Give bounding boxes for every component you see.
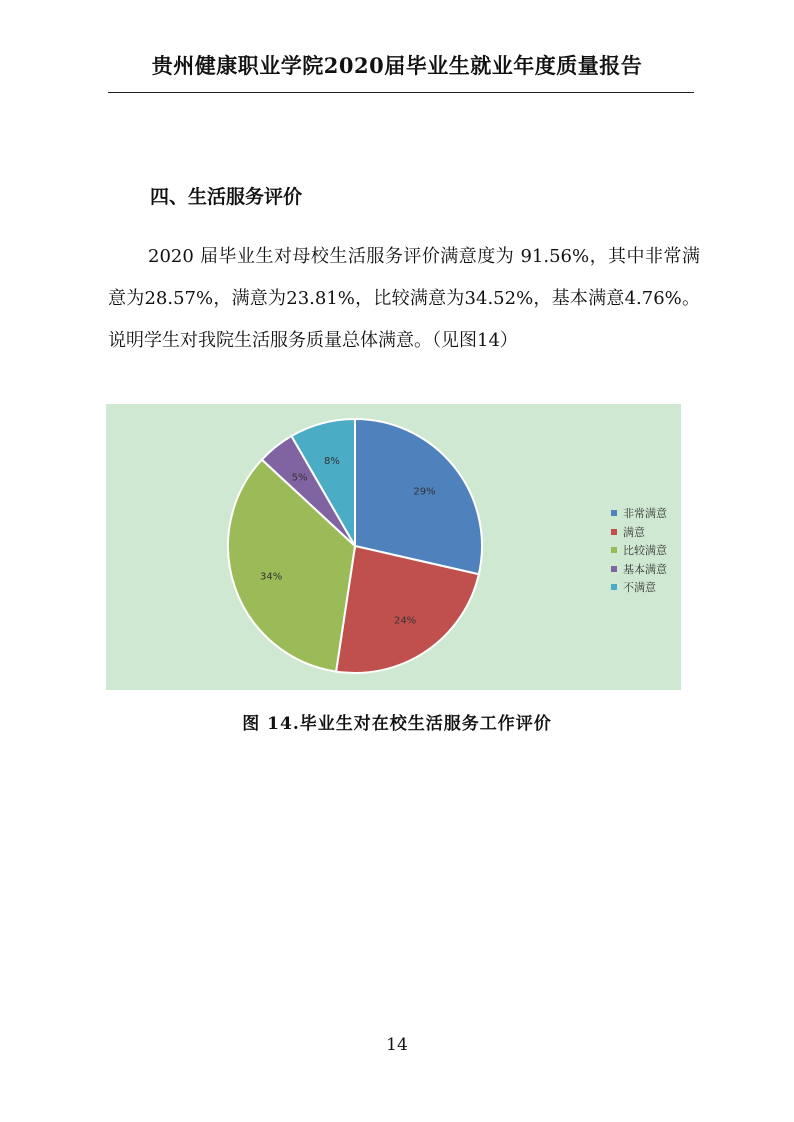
figure-caption: 图 14.毕业生对在校生活服务工作评价 [242,714,552,734]
report-title: 贵州健康职业学院2020届毕业生就业年度质量报告 [151,53,643,78]
body-paragraph: 2020 届毕业生对母校生活服务评价满意度为 91.56%，其中非常满意为28.57%，满意为23.81%，比较满意为34.52%，基本满意4.76%。说明学生对我院生活服务质量总体满意。（见图14） [108,246,700,351]
legend-swatch [611,547,617,553]
legend-item-4 [611,560,667,579]
legend-swatch [611,584,617,590]
legend-swatch [611,529,617,535]
pie-slice-label-5: 8% [324,456,340,468]
pie-slice-label-3: 34% [259,571,283,583]
header-divider [108,92,694,93]
legend-item-2 [611,523,667,542]
legend-item-3 [611,541,667,560]
pie-slice-label-4: 5% [291,472,308,484]
legend-label: 基本满意 [623,562,667,576]
legend-swatch [611,566,617,572]
legend-item-1 [611,504,667,523]
pie-slice-label-2: 24% [393,615,417,627]
legend-label: 非常满意 [623,507,667,521]
page-number: 14 [386,1035,408,1055]
legend-item-5 [611,578,667,597]
pie-chart [106,404,681,690]
chart-legend [611,504,667,597]
pie-chart-figure [106,404,681,690]
legend-label: 不满意 [623,581,656,595]
section-heading: 四、生活服务评价 [150,186,303,208]
pie-slice-label-1: 29% [413,486,436,498]
legend-swatch [611,510,617,516]
legend-label: 比较满意 [623,544,667,558]
legend-label: 满意 [623,525,645,539]
